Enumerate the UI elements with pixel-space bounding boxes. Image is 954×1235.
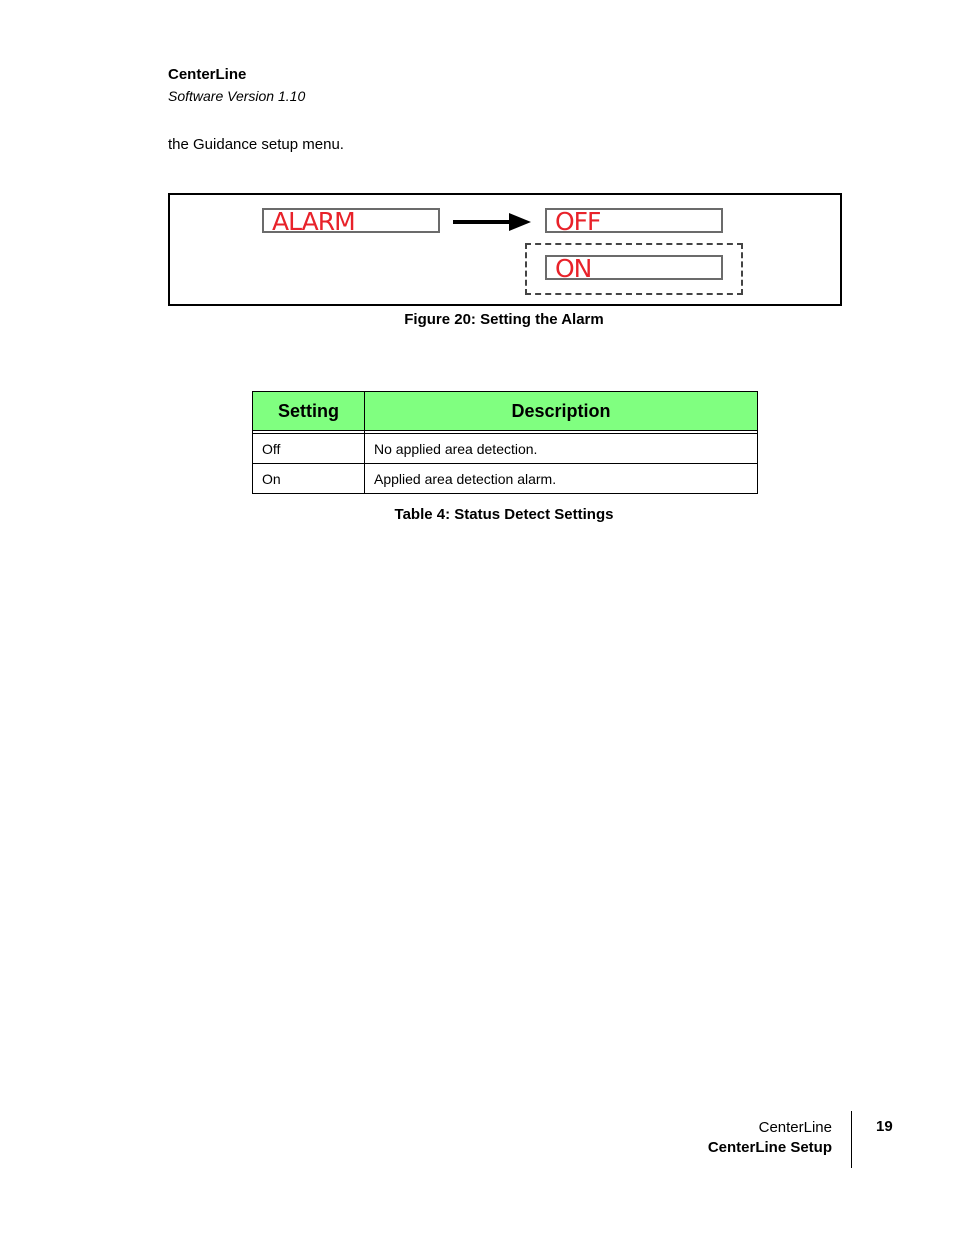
status-detect-table xyxy=(252,391,758,494)
column-header-setting: Setting xyxy=(253,392,365,431)
footer-product: CenterLine xyxy=(758,1119,832,1136)
option-off-box: OFF xyxy=(545,208,723,233)
option-on-box: ON xyxy=(545,255,723,280)
header-subtitle: Software Version 1.10 xyxy=(168,88,306,104)
alarm-menu-box: ALARM xyxy=(262,208,440,233)
table-row xyxy=(253,434,758,464)
figure-caption: Figure 20: Setting the Alarm xyxy=(404,311,604,328)
description-cell: Applied area detection alarm. xyxy=(365,464,758,494)
table-caption: Table 4: Status Detect Settings xyxy=(394,506,614,523)
setting-cell: On xyxy=(253,464,365,494)
arrow-right-icon xyxy=(453,211,533,233)
footer-divider xyxy=(851,1111,852,1168)
table-row xyxy=(253,464,758,494)
header-title: CenterLine xyxy=(168,66,247,83)
column-header-description: Description xyxy=(365,392,758,431)
page-number: 19 xyxy=(876,1118,893,1135)
footer-section: CenterLine Setup xyxy=(707,1139,832,1156)
alarm-figure xyxy=(168,193,842,306)
intro-text: the Guidance setup menu. xyxy=(168,136,344,153)
description-cell: No applied area detection. xyxy=(365,434,758,464)
setting-cell: Off xyxy=(253,434,365,464)
footer-text xyxy=(708,1118,832,1158)
